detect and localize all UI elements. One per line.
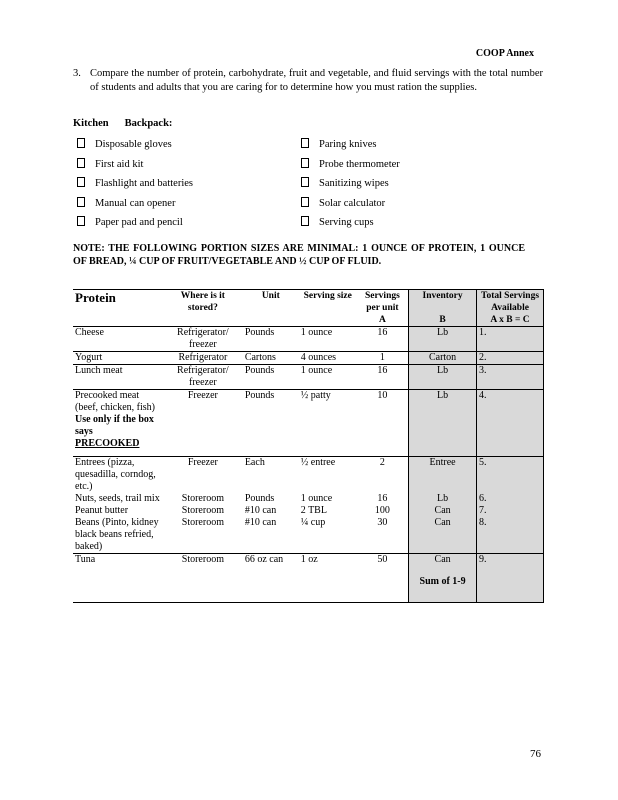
- checkbox-icon: [77, 216, 85, 226]
- header-unit: Unit: [243, 290, 299, 315]
- annex-header: COOP Annex: [475, 48, 534, 59]
- page-number: 76: [530, 748, 541, 760]
- header-col-a: A: [357, 314, 409, 327]
- header-where: Where is it stored?: [163, 290, 243, 315]
- backpack-label: Backpack:: [124, 118, 173, 129]
- precooked-label: PRECOOKED: [75, 438, 140, 449]
- checkbox-icon: [301, 197, 309, 207]
- checkbox-icon: [77, 177, 85, 187]
- kitchen-backpack-heading: [73, 118, 172, 129]
- header-col-b: B: [409, 314, 477, 327]
- header-total: Total Servings Available: [477, 290, 544, 315]
- table-row: Entrees (pizza, quesadilla, corndog, etc.) Freezer Each ½ entree 2 Entree 5.: [73, 457, 544, 494]
- checkbox-icon: [301, 216, 309, 226]
- list-item: First aid kit: [77, 158, 193, 178]
- checkbox-icon: [77, 158, 85, 168]
- table-row: Tuna Storeroom 66 oz can 1 oz 50 Can Sum of 1-9 9.: [73, 554, 544, 603]
- kitchen-label: Kitchen: [73, 118, 109, 129]
- table-row: Beans (Pinto, kidney black beans refried, baked) Storeroom #10 can ¼ cup 30 Can 8.: [73, 517, 544, 554]
- protein-table: [73, 289, 544, 603]
- table-row: Cheese Refrigerator/ freezer Pounds 1 ounce 16 Lb 1.: [73, 327, 544, 352]
- checkbox-icon: [77, 138, 85, 148]
- checkbox-icon: [77, 197, 85, 207]
- sum-label: Sum of 1-9: [419, 576, 466, 587]
- list-item: Solar calculator: [301, 197, 400, 217]
- list-item: Paring knives: [301, 138, 400, 158]
- checkbox-icon: [301, 138, 309, 148]
- list-item: Paper pad and pencil: [77, 216, 193, 236]
- header-protein: Protein: [73, 290, 163, 315]
- list-item: Manual can opener: [77, 197, 193, 217]
- question-number: 3.: [73, 68, 81, 79]
- header-serving-size: Serving size: [299, 290, 357, 315]
- checkbox-icon: [301, 158, 309, 168]
- header-servings-per-unit: Servings per unit: [357, 290, 409, 315]
- backpack-list-left: [77, 138, 193, 236]
- list-item: Flashlight and batteries: [77, 177, 193, 197]
- list-item: Disposable gloves: [77, 138, 193, 158]
- table-row: Nuts, seeds, trail mix Storeroom Pounds 1 ounce 16 Lb 6.: [73, 493, 544, 505]
- question-3: [73, 67, 543, 95]
- list-item: Serving cups: [301, 216, 400, 236]
- checkbox-icon: [301, 177, 309, 187]
- precooked-note: Use only if the box says: [75, 414, 154, 437]
- table-row: Lunch meat Refrigerator/ freezer Pounds 1 ounce 16 Lb 3.: [73, 365, 544, 390]
- table-row: Yogurt Refrigerator Cartons 4 ounces 1 Carton 2.: [73, 352, 544, 365]
- header-inventory: Inventory: [409, 290, 477, 315]
- question-text: Compare the number of protein, carbohydrate, fruit and vegetable, and fluid servings with the total number of students and adults that you are caring for to determine how you must ration the supplies.: [90, 68, 543, 93]
- table-row: Peanut butter Storeroom #10 can 2 TBL 100 Can 7.: [73, 505, 544, 517]
- list-item: Probe thermometer: [301, 158, 400, 178]
- backpack-list-right: [301, 138, 400, 236]
- portion-note: NOTE: THE FOLLOWING PORTION SIZES ARE MINIMAL: 1 OUNCE OF PROTEIN, 1 OUNCE OF BREAD, ¼ CUP OF FRUIT/VEGETABLE AND ½ CUP OF FLUID.: [73, 243, 525, 267]
- list-item: Sanitizing wipes: [301, 177, 400, 197]
- table-row: Precooked meat (beef, chicken, fish) Use only if the box says PRECOOKED Freezer Pounds ½ patty 10 Lb 4.: [73, 390, 544, 457]
- header-formula: A x B = C: [477, 314, 544, 327]
